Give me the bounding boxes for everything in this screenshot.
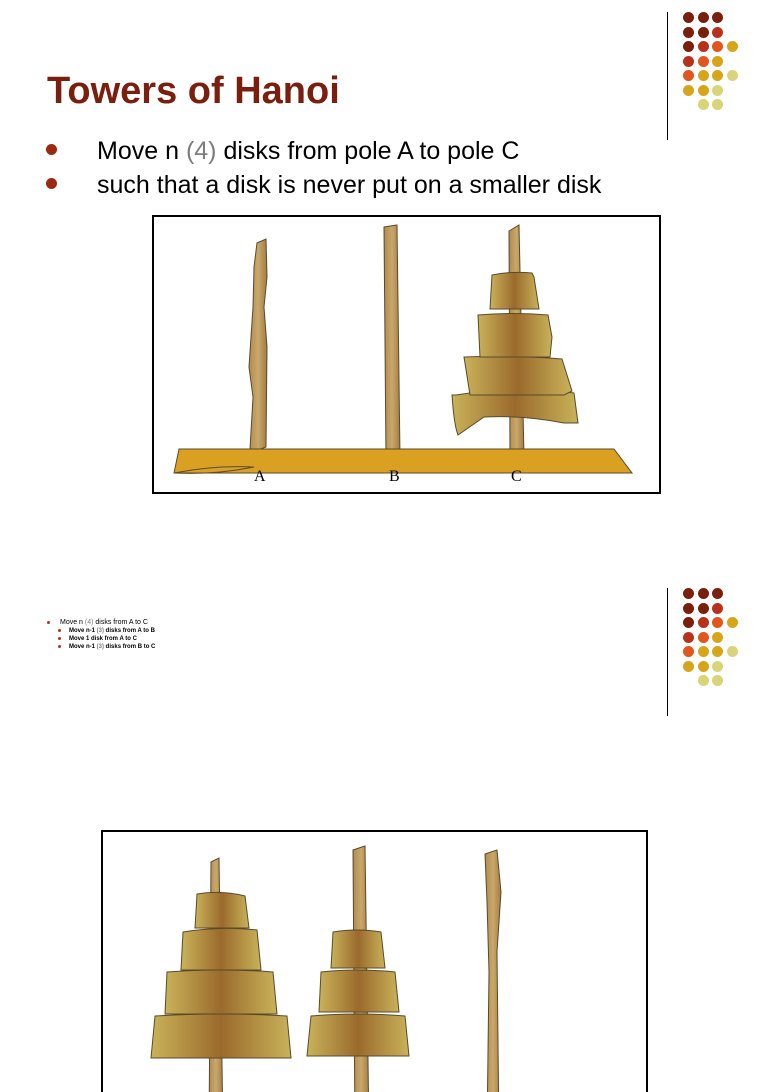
hanoi-illustration <box>152 215 661 494</box>
base-board <box>174 449 632 473</box>
bullet-item: Move n (4) disks from pole A to pole C <box>46 134 601 168</box>
disk-1 <box>490 272 539 309</box>
slide-1 <box>0 0 768 512</box>
decorative-dot <box>712 675 723 686</box>
disk-b-2 <box>319 970 399 1012</box>
bullet-list <box>45 618 155 651</box>
decorative-dot <box>698 12 709 23</box>
disk-b-1 <box>331 930 385 968</box>
decorative-dot <box>698 661 709 672</box>
pole-a <box>249 239 267 450</box>
slide-2 <box>0 580 768 1092</box>
sub-bullet-item: Move 1 disk from A to C <box>45 635 155 643</box>
slide-title: Towers of Hanoi <box>47 70 340 112</box>
decorative-dot <box>698 70 709 81</box>
decorative-dot <box>683 632 694 643</box>
decorative-dot <box>698 588 709 599</box>
divider-line <box>667 588 668 716</box>
decorative-dot <box>683 603 694 614</box>
decorative-dot <box>698 617 709 628</box>
divider-line <box>667 12 668 140</box>
decorative-dot <box>698 85 709 96</box>
decorative-dot <box>712 12 723 23</box>
decorative-dot <box>712 85 723 96</box>
bullet-icon <box>46 144 57 155</box>
decorative-dot <box>683 617 694 628</box>
decorative-dot <box>712 603 723 614</box>
decorative-dot <box>683 56 694 67</box>
bullet-item: Move n (4) disks from A to C <box>45 618 155 627</box>
decorative-dot <box>698 99 709 110</box>
decorative-dot <box>698 675 709 686</box>
decorative-dot <box>683 41 694 52</box>
decorative-dot <box>683 646 694 657</box>
disk-2 <box>478 314 552 358</box>
decorative-dot <box>727 617 738 628</box>
disk-b-3 <box>307 1014 409 1056</box>
decorative-dot <box>698 41 709 52</box>
bullet-list <box>46 134 601 202</box>
decorative-dot <box>683 85 694 96</box>
decorative-dot <box>698 27 709 38</box>
disk-3 <box>165 970 277 1014</box>
pole-label-c: C <box>511 468 522 485</box>
decorative-dot <box>698 646 709 657</box>
decorative-dot <box>712 661 723 672</box>
bullet-item: such that a disk is never put on a smaller disk <box>46 168 601 202</box>
pole-label-a: A <box>254 468 266 485</box>
decorative-dot <box>712 70 723 81</box>
decorative-dot <box>683 588 694 599</box>
decorative-dot <box>712 646 723 657</box>
bullet-icon <box>46 178 57 189</box>
decorative-dot <box>712 27 723 38</box>
decorative-dot <box>698 56 709 67</box>
decorative-dot <box>683 27 694 38</box>
decorative-dot <box>683 70 694 81</box>
decorative-dot <box>712 41 723 52</box>
decorative-dot <box>683 661 694 672</box>
disk-4 <box>151 1014 291 1058</box>
bullet-icon <box>58 637 61 640</box>
bullet-icon <box>58 629 61 632</box>
decorative-dot <box>712 588 723 599</box>
decorative-dot <box>727 646 738 657</box>
pole-c <box>485 850 501 1092</box>
disk-1 <box>195 892 249 928</box>
decorative-dot <box>698 603 709 614</box>
decorative-dot <box>683 12 694 23</box>
decorative-dot <box>712 99 723 110</box>
decorative-dot <box>698 632 709 643</box>
disk-3 <box>464 356 572 395</box>
decorative-dot <box>712 617 723 628</box>
pole-b <box>384 225 400 459</box>
decorative-dot <box>727 41 738 52</box>
bullet-icon <box>58 645 61 648</box>
hanoi-illustration <box>101 830 648 1092</box>
bullet-icon <box>47 621 50 624</box>
decorative-dot <box>727 70 738 81</box>
decorative-dot <box>712 56 723 67</box>
sub-bullet-item: Move n-1 (3) disks from B to C <box>45 643 155 651</box>
sub-bullet-item: Move n-1 (3) disks from A to B <box>45 627 155 635</box>
disk-2 <box>181 928 261 970</box>
pole-label-b: B <box>389 468 400 485</box>
decorative-dot <box>712 632 723 643</box>
